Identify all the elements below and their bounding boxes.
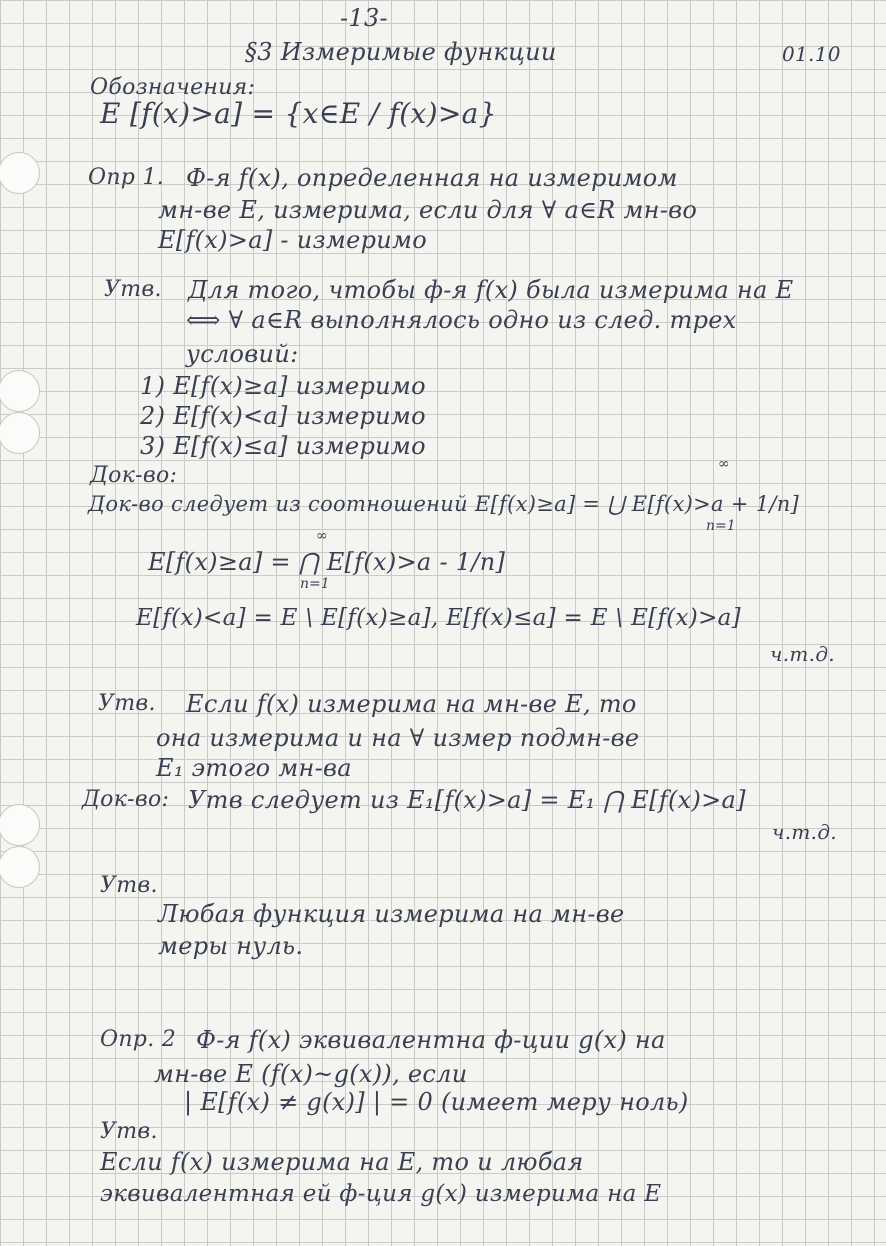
proof1-limit-top: ∞: [316, 528, 328, 544]
binder-hole: [0, 152, 40, 194]
stmt2-line: E₁ этого мн-ва: [156, 754, 352, 782]
notation-formula: E [f(x)>a] = {x∈E / f(x)>a}: [100, 97, 497, 130]
stmt4-line: эквивалентная ей ф-ция g(x) измерима на E: [100, 1181, 662, 1207]
notation-label: Обозначения:: [90, 75, 256, 100]
binder-hole: [0, 370, 40, 412]
page-number: -13-: [340, 4, 388, 32]
stmt1-line: условий:: [186, 340, 299, 368]
def1-line: мн-ве E, измерима, если для ∀ a∈R мн-во: [158, 196, 698, 224]
proof1-limit-top: ∞: [718, 456, 730, 472]
stmt1-condition: 3) E[f(x)≤a] измеримо: [140, 432, 426, 460]
date: 01.10: [782, 42, 841, 66]
stmt1-line: ⟺ ∀ a∈R выполнялось одно из след. трех: [186, 306, 737, 334]
proof1-qed: ч.т.д.: [770, 642, 835, 666]
section-title: §3 Измеримые функции: [245, 38, 557, 66]
proof1-line: E[f(x)<a] = E \ E[f(x)≥a], E[f(x)≤a] = E \ E[f(x)>a]: [136, 605, 741, 631]
stmt1-condition: 2) E[f(x)<a] измеримо: [140, 402, 426, 430]
binder-hole: [0, 804, 40, 846]
def2-label: Опр. 2: [100, 1027, 177, 1052]
stmt3-line: меры нуль.: [158, 932, 304, 960]
stmt4-label: Утв.: [100, 1119, 158, 1144]
def1-label: Опр 1.: [88, 165, 165, 190]
stmt2-label: Утв.: [98, 691, 156, 716]
stmt1-condition: 1) E[f(x)≥a] измеримо: [140, 372, 426, 400]
binder-hole: [0, 412, 40, 454]
stmt3-line: Любая функция измерима на мн-ве: [158, 900, 625, 928]
proof1-line: E[f(x)≥a] = ⋂ E[f(x)>a - 1/n]: [148, 548, 506, 576]
proof1-limit-bottom: n=1: [706, 518, 736, 534]
def2-line: | E[f(x) ≠ g(x)] | = 0 (имеет меру ноль): [184, 1088, 689, 1116]
stmt3-label: Утв.: [100, 873, 158, 898]
def2-line: Ф-я f(x) эквивалентна ф-ции g(x) на: [196, 1026, 666, 1054]
proof2-label: Док-во:: [82, 787, 170, 812]
stmt1-label: Утв.: [104, 277, 162, 302]
stmt1-line: Для того, чтобы ф-я f(x) была измерима на E: [188, 276, 794, 304]
proof1-line: Док-во следует из соотношений E[f(x)≥a] = ⋃ E[f(x)>a + 1/n]: [88, 492, 800, 516]
proof2-qed: ч.т.д.: [772, 820, 837, 844]
proof1-limit-bottom: n=1: [300, 576, 330, 592]
def1-line: E[f(x)>a] - измеримо: [158, 226, 427, 254]
proof1-label: Док-во:: [90, 463, 178, 488]
stmt2-line: она измерима и на ∀ измер подмн-ве: [156, 724, 640, 752]
stmt2-line: Если f(x) измерима на мн-ве E, то: [186, 690, 637, 718]
def2-line: мн-ве E (f(x)~g(x)), если: [154, 1060, 468, 1088]
proof2-line: Утв следует из E₁[f(x)>a] = E₁ ⋂ E[f(x)>a]: [188, 786, 746, 814]
stmt4-line: Если f(x) измерима на E, то и любая: [100, 1148, 584, 1176]
def1-line: Ф-я f(x), определенная на измеримом: [186, 164, 678, 192]
binder-hole: [0, 846, 40, 888]
